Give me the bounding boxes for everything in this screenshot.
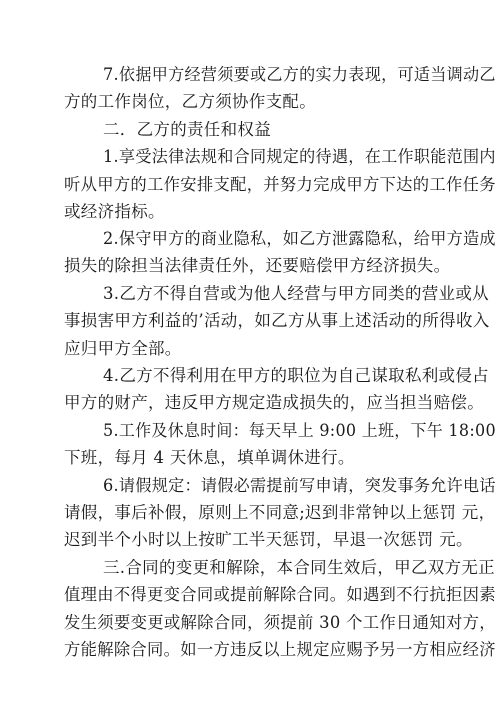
text-line: 1.享受法律法规和合同规定的待遇，在工作职能范围内 [103, 147, 496, 166]
text-line: 三.合同的变更和解除，本合同生效后，甲乙双方无正 [103, 558, 495, 577]
text-line: 4.乙方不得利用在甲方的职位为自己谋取私利或侵占 [103, 366, 489, 385]
text-line: 方的工作岗位，乙方须协作支配。 [64, 92, 316, 111]
text-line: 3.乙方不得自营或为他人经营与甲方同类的营业或从 [103, 284, 489, 303]
text-line: 5.工作及休息时间：每天早上 9:00 上班，下午 18:00 [103, 421, 496, 440]
text-line: 值理由不得更变合同或提前解除合同。如遇到不行抗拒因素 [64, 585, 496, 604]
text-line: 损失的除担当法律责任外，还要赔偿甲方经济损失。 [64, 256, 451, 275]
text-line: 甲方的财产，违反甲方规定造成损失的，应当担当赔偿。 [64, 393, 484, 412]
text-line: 7.依据甲方经营须要或乙方的实力表现，可适当调动乙 [103, 65, 496, 84]
text-line: 听从甲方的工作安排支配，并努力完成甲方下达的工作任务 [64, 175, 496, 194]
text-line: 迟到半个小时以上按旷工半天惩罚，早退一次惩罚 元。 [64, 530, 473, 549]
text-line: 6.请假规定：请假必需提前写申请，突发事务允许电话 [103, 476, 496, 495]
text-line: 或经济指标。 [64, 202, 165, 221]
text-line: 应归甲方全部。 [64, 339, 182, 358]
text-line: 2.保守甲方的商业隐私，如乙方泄露隐私，给甲方造成 [103, 229, 496, 248]
text-line: 请假，事后补假，原则上不同意;迟到非常钟以上惩罚 元， [64, 503, 496, 522]
text-line: 事损害甲方利益的’活动，如乙方从事上述活动的所得收入 [64, 311, 490, 330]
text-line: 发生须要变更或解除合同，须提前 30 个工作日通知对方， [64, 613, 496, 632]
section-heading: 二．乙方的责任和权益 [103, 120, 271, 139]
text-line: 方能解除合同。如一方违反以上规定应赐予另一方相应经济 [64, 640, 496, 659]
text-line: 下班，每月 4 天休息，填单调休进行。 [64, 448, 355, 467]
